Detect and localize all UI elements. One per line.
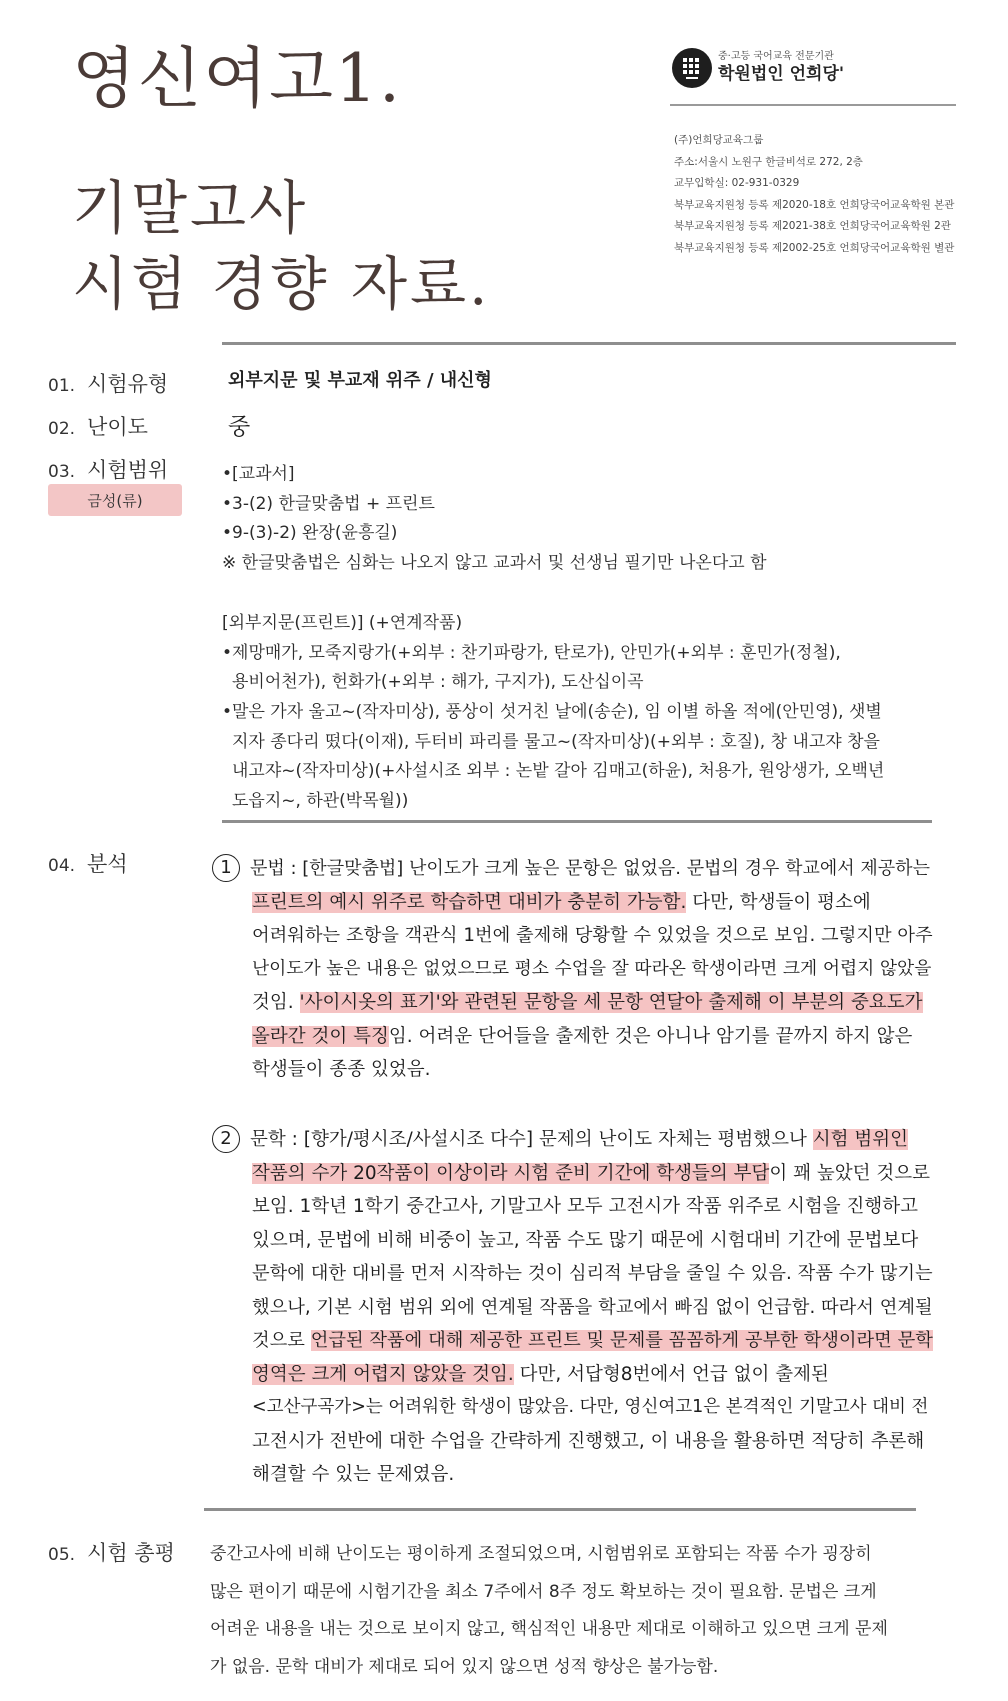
section-label-summary: 05. 시험 총평 — [48, 1541, 175, 1565]
highlight: 영역은 크게 어렵지 않았을 것임. — [252, 1363, 514, 1385]
analysis-paragraph-grammar: 1 문법 : [한글맞춤법] 난이도가 크게 높은 문항은 없었음. 문법의 경우 학교에서 제공하는 프린트의 예시 위주로 학습하면 대비가 충분히 가능함. 다만, 학생들이 평소에 어려워하는 조항을 객관식 1번에 출제해 당황할 수 있었을 것으로 보임. 그렇지만 아주 난이도가 높은 내용은 없었으므로 평소 수업을 잘 따라온 학생이라면 크게 어렵지 않았을 것임. '사이시옷의 표기'와 관련된 문항을 세 문항 연달아 출제해 이 부분의 중요도가 올라간 것이 특징임. 어려운 단어들을 출제한 것은 아니나 암기를 끝까지 하지 않은 학생들이 종종 있었음. — [212, 852, 936, 1087]
scope-line: •9-(3)-2) 완장(윤흥길) — [222, 523, 398, 544]
circled-number-1: 1 — [212, 854, 240, 882]
exam-type-value: 외부지문 및 부교재 위주 / 내신형 — [228, 370, 492, 391]
divider — [670, 104, 956, 106]
circled-number-2: 2 — [212, 1125, 240, 1153]
highlight: 프린트의 예시 위주로 학습하면 대비가 충분히 가능함. — [252, 891, 687, 913]
section-label-scope: 03. 시험범위 — [48, 458, 169, 482]
summary-line: 많은 편이기 때문에 시험기간을 최소 7주에서 8주 정도 확보하는 것이 필요함. 문법은 크게 — [210, 1581, 877, 1602]
analysis-paragraph-literature: 2 문학 : [향가/평시조/사설시조 다수] 문제의 난이도 자체는 평범했으나 시험 범위인 작품의 수가 20작품이 이상이라 시험 준비 기간에 학생들의 부담이 꽤 높았던 것으로 보임. 1학년 1학기 중간고사, 기말고사 모두 고전시가 작품 위주로 시험을 진행하고 있으며, 문법에 비해 비중이 높고, 작품 수도 많기 때문에 시험대비 기간에 문법보다 문학에 대한 대비를 먼저 시작하는 것이 심리적 부담을 줄일 수 있음. 작품 수가 많기는 했으나, 기본 시험 범위 외에 연계될 작품을 학교에서 빠짐 없이 언급함. 따라서 연계될 것으로 언급된 작품에 대해 제공한 프린트 및 문제를 꼼꼼하게 공부한 학생이라면 문학 영역은 크게 어렵지 않았을 것임. 다만, 서답형8번에서 언급 없이 출제된 <고산구곡가>는 어려워한 학생이 많았음. 다만, 영신여고1은 본격적인 기말고사 대비 전 고전시가 전반에 대한 수업을 간략하게 진행했고, 이 내용을 활용하면 적당히 추론해 해결할 수 있는 문제였음. — [212, 1123, 936, 1492]
summary-line: 중간고사에 비해 난이도는 평이하게 조절되었으며, 시험범위로 포함되는 작품 수가 굉장히 — [210, 1544, 872, 1564]
scope-line: •제망매가, 모죽지랑가(+외부 : 찬기파랑가, 탄로가), 안민가(+외부 : 훈민가(정철), — [222, 642, 841, 663]
logo-name: 학원법인 언희당' — [718, 64, 845, 84]
info-line: 북부교육지원청 등록 제2020-18호 언희당국어교육학원 본관 — [674, 198, 955, 211]
section-label-difficulty: 02. 난이도 — [48, 415, 148, 439]
divider — [204, 1508, 916, 1511]
scope-line: •[교과서] — [222, 464, 295, 484]
textbook-tag: 금성(류) — [48, 484, 182, 516]
highlight: 올라간 것이 특징 — [252, 1025, 389, 1047]
scope-line: 내고쟈~(작자미상)(+사설시조 외부 : 논밭 갈아 김매고(하윤), 처용가, 원앙생가, 오백년 — [232, 761, 885, 782]
info-line: 북부교육지원청 등록 제2021-38호 언희당국어교육학원 2관 — [674, 220, 951, 232]
info-line: (주)언희당교육그룹 — [674, 134, 764, 146]
difficulty-value: 중 — [228, 414, 251, 440]
section-label-exam-type: 01. 시험유형 — [48, 372, 169, 396]
summary-line: 가 없음. 문학 대비가 제대로 되어 있지 않으면 성적 향상은 불가능함. — [210, 1656, 719, 1677]
summary-line: 어려운 내용을 내는 것으로 보이지 않고, 핵심적인 내용만 제대로 이해하고 있으면 크게 문제 — [210, 1619, 888, 1639]
exam-summary — [210, 1536, 934, 1686]
scope-line: •3-(2) 한글맞춤법 + 프린트 — [222, 493, 435, 514]
scope-line: 용비어천가), 헌화가(+외부 : 해가, 구지가), 도산십이곡 — [232, 672, 644, 693]
highlight: 작품의 수가 20작품이 이상이라 시험 준비 기간에 학생들의 부담 — [252, 1162, 770, 1184]
scope-line: 도읍지~, 하관(박목월)) — [232, 791, 409, 812]
highlight: '사이시옷의 표기'와 관련된 문항을 세 문항 연달아 출제해 이 부분의 중요도가 — [299, 992, 923, 1013]
section-label-analysis: 04. 분석 — [48, 852, 128, 876]
divider — [222, 820, 932, 823]
academy-logo — [672, 48, 844, 88]
scope-line: 지자 종다리 떴다(이재), 두터비 파리를 물고~(작자미상)(+외부 : 호질), 창 내고쟈 창을 — [232, 731, 880, 752]
info-line: 교무입학실: 02-931-0329 — [674, 177, 800, 189]
info-line: 주소:서울시 노원구 한글비석로 272, 2층 — [674, 155, 863, 168]
subtitle-line-1: 기말고사 — [72, 174, 309, 242]
page-title: 영신여고1. — [72, 40, 402, 117]
highlight: 시험 범위인 — [812, 1129, 908, 1150]
page-subtitle — [72, 170, 490, 322]
divider — [222, 342, 956, 345]
subtitle-line-2: 시험 경향 자료. — [72, 250, 491, 318]
scope-note: ※ 한글맞춤법은 심화는 나오지 않고 교과서 및 선생님 필기만 나온다고 함 — [222, 553, 767, 574]
seal-icon — [672, 48, 712, 88]
exam-scope-list — [222, 460, 942, 817]
info-line: 북부교육지원청 등록 제2002-25호 언희당국어교육학원 별관 — [674, 241, 955, 254]
scope-line: •말은 가자 울고~(작자미상), 풍상이 섯거친 날에(송순), 임 이별 하올 적에(안민영), 샛별 — [222, 701, 882, 722]
highlight: 언급된 작품에 대해 제공한 프린트 및 문제를 꼼꼼하게 공부한 학생이라면 문학 — [310, 1330, 933, 1351]
logo-tagline: 중·고등 국어교육 전문기관 — [718, 51, 834, 62]
academy-info — [674, 130, 954, 259]
scope-line: [외부지문(프린트)] (+연계작품) — [222, 612, 463, 633]
